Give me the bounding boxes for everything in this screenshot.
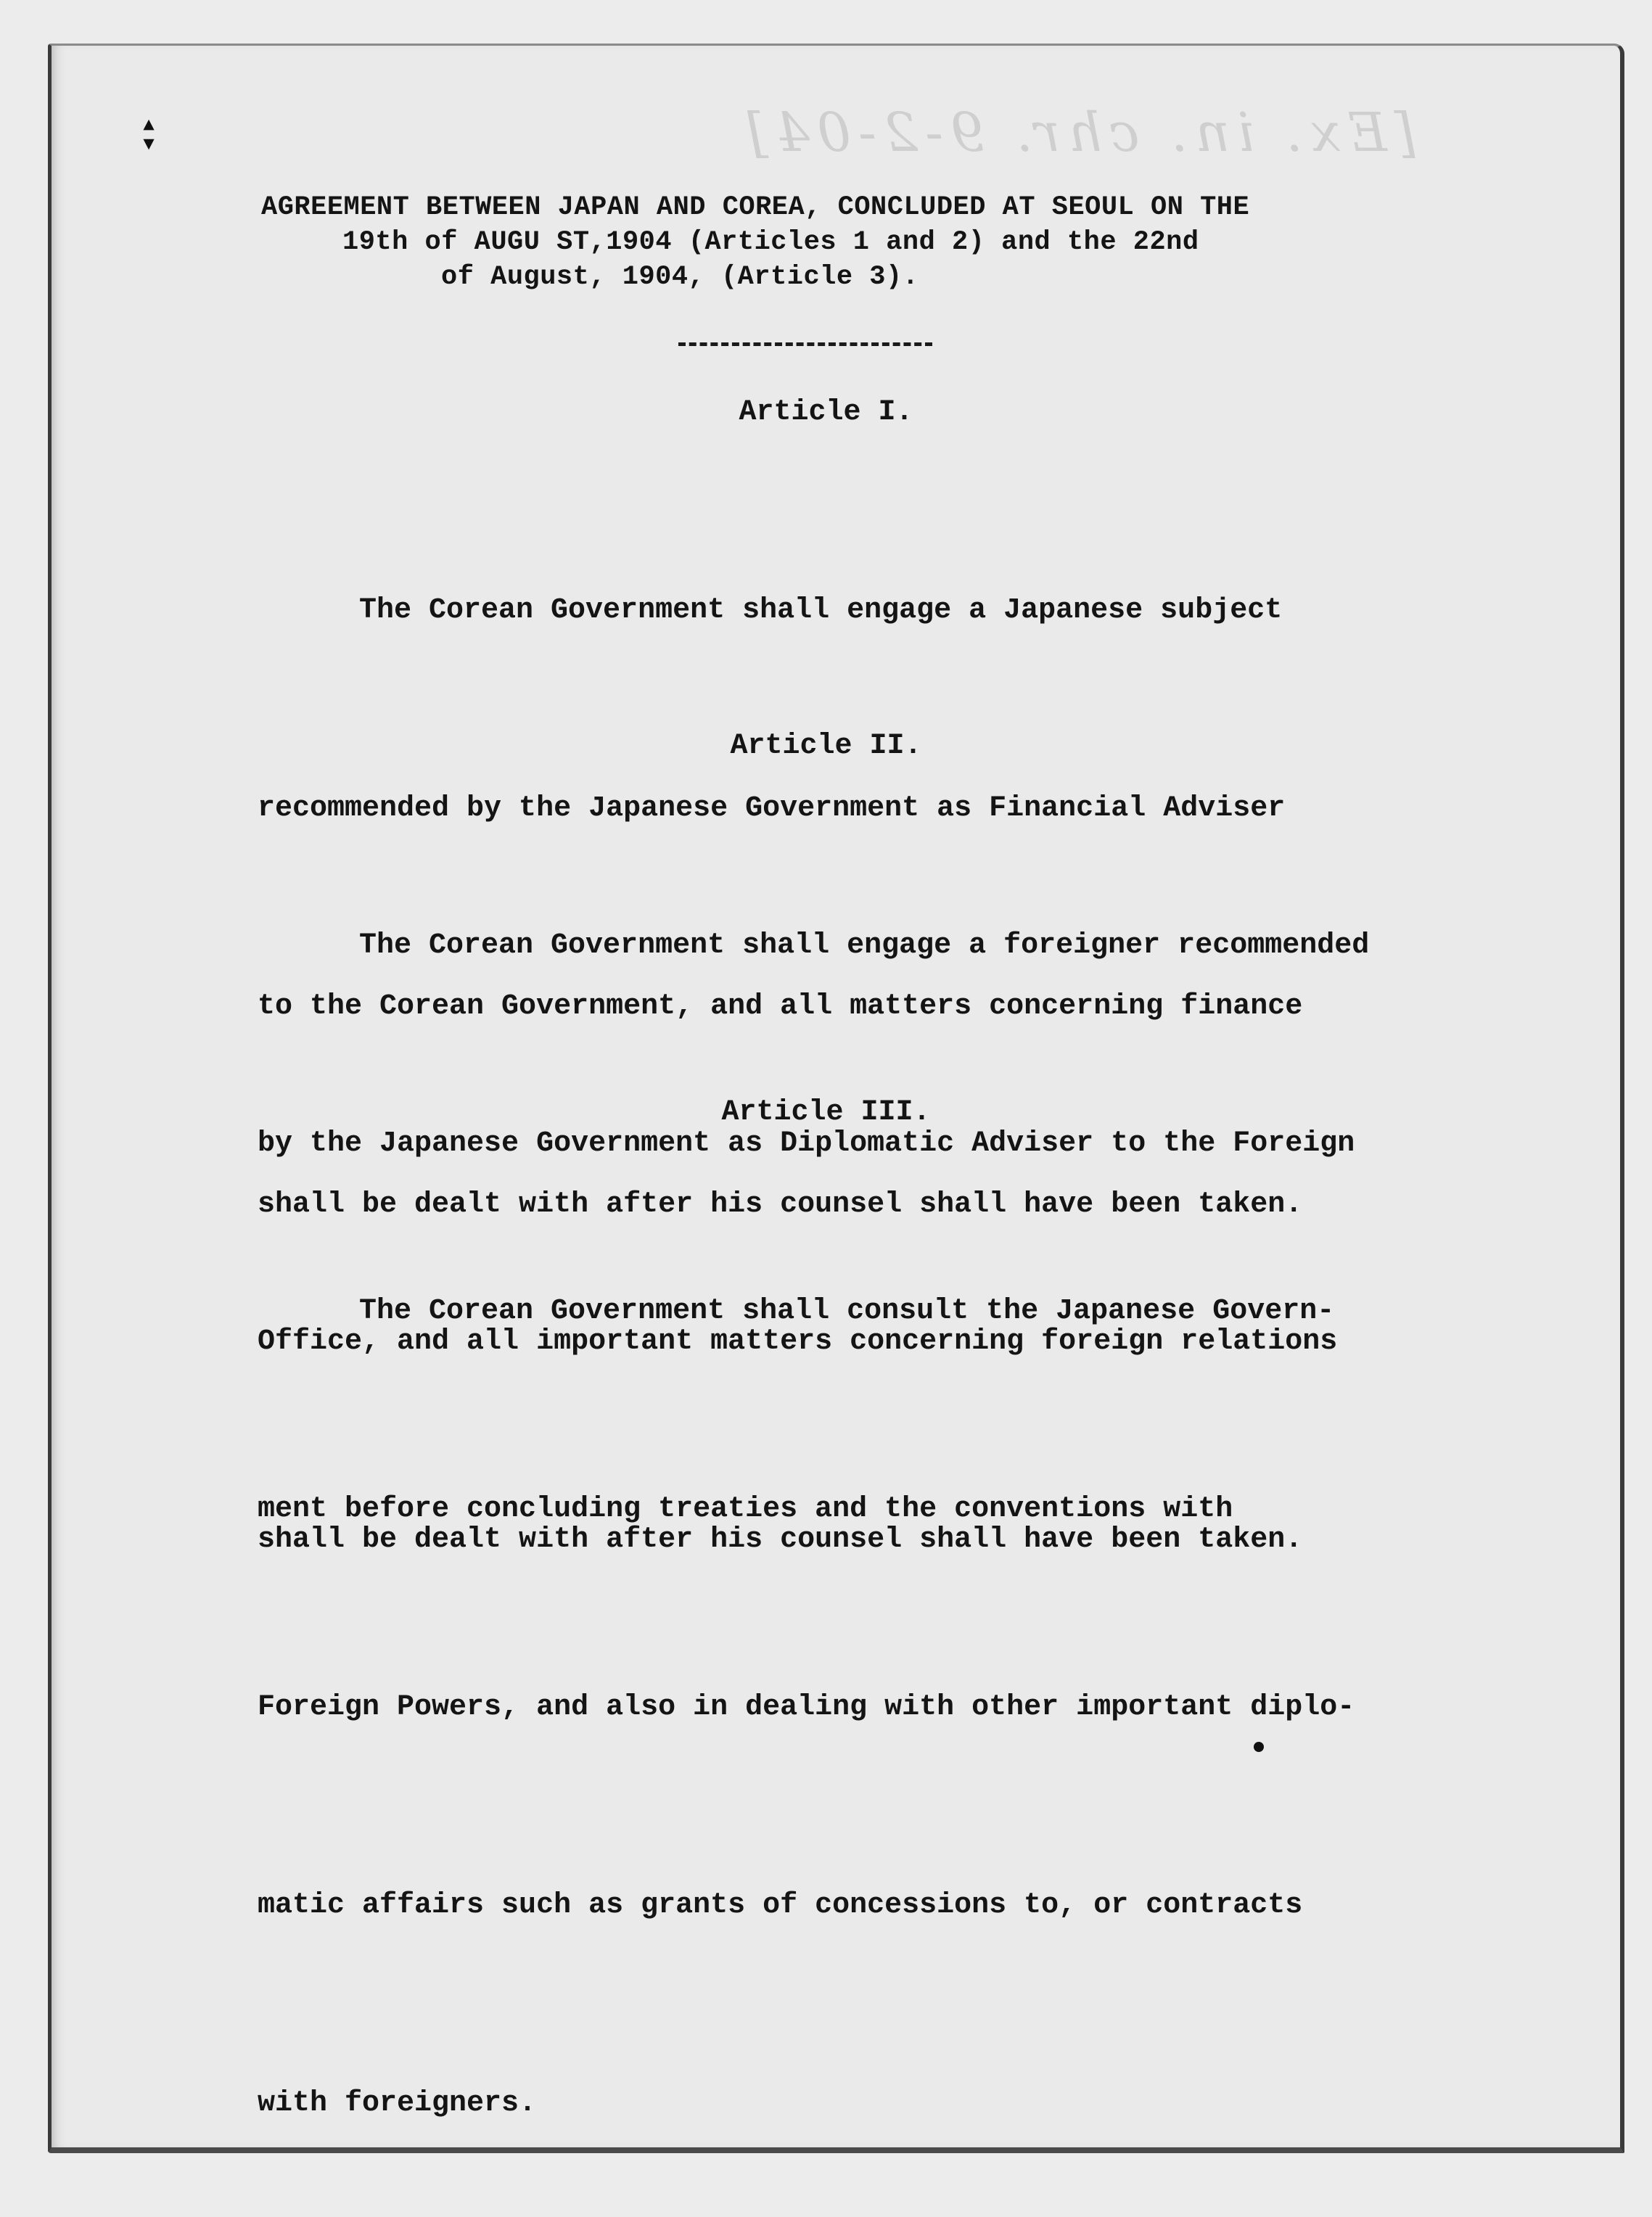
article-3-heading: Article III. [721, 1096, 931, 1129]
article-3-line-5: with foreigners. [258, 2087, 537, 2120]
article-2-line-2: by the Japanese Government as Diplomatic Adviser to the Foreign [258, 1127, 1355, 1160]
article-2-line-1: The Corean Government shall engage a foreigner recommended [359, 929, 1370, 962]
article-3-line-3: Foreign Powers, and also in dealing with other important diplo- [258, 1691, 1355, 1724]
article-3-body [258, 1146, 1355, 2202]
article-1-line-2: recommended by the Japanese Government as Financial Adviser [258, 792, 1286, 825]
article-2-heading: Article II. [730, 730, 922, 762]
article-2-line-3: Office, and all important matters concerning foreign relations [258, 1325, 1338, 1358]
title-line-1: AGREEMENT BETWEEN JAPAN AND COREA, CONCLUDED AT SEOUL ON THE [261, 192, 1250, 223]
article-3-line-1: The Corean Government shall consult the Japanese Govern- [359, 1295, 1335, 1328]
article-1-heading: Article I. [739, 396, 913, 429]
article-3-line-4: matic affairs such as grants of concessions to, or contracts [258, 1889, 1303, 1922]
title-line-3: of August, 1904, (Article 3). [441, 262, 919, 292]
margin-marker-icon [141, 116, 156, 154]
ink-dot [1254, 1742, 1264, 1752]
article-1-line-1: The Corean Government shall engage a Japanese subject [359, 594, 1283, 627]
article-3-line-2: ment before concluding treaties and the conventions with [258, 1493, 1233, 1526]
separator-rule [678, 342, 932, 346]
article-2-line-4: shall be dealt with after his counsel shall have been taken. [258, 1523, 1303, 1556]
document-title [261, 190, 1451, 295]
handwritten-note: [Ex. in. chr. 9-2-04] [740, 102, 1415, 164]
triangle-down-icon: ▼ [143, 133, 155, 155]
triangle-up-icon: ▲ [143, 115, 155, 136]
title-line-2: 19th of AUGU ST,1904 (Articles 1 and 2) and the 22nd [342, 227, 1199, 258]
article-1-line-3: to the Corean Government, and all matters concerning finance [258, 990, 1303, 1023]
article-1-line-4: shall be dealt with after his counsel shall have been taken. [258, 1188, 1303, 1221]
